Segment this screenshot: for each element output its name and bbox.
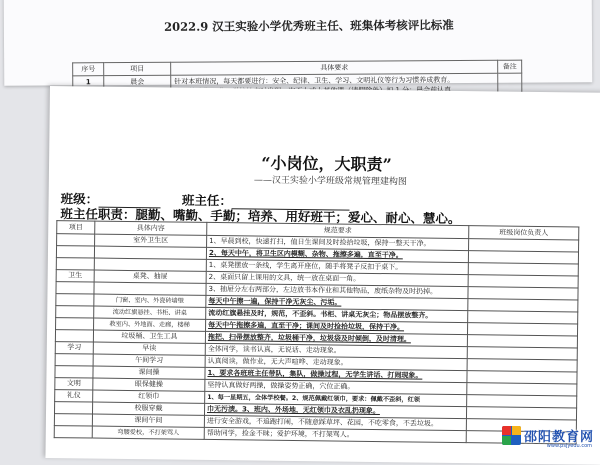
row-category [55, 354, 93, 366]
back-header-num: 序号 [73, 63, 104, 76]
row-content: 课间午间 [92, 414, 204, 427]
header-content: 具体内容 [95, 221, 207, 235]
row-content: 课间操 [93, 366, 205, 379]
row-category [56, 318, 94, 330]
row-content: 桌凳、抽屉 [94, 270, 206, 283]
row-requirement: 坚持认真做好两操，做操姿势正确，穴位正确。 [205, 379, 467, 394]
teacher-label: 班主任： [181, 192, 233, 209]
row-requirement: 2、桌面只留上课用的文具，统一放在桌面一角。 [206, 271, 468, 286]
row-category: 礼仪 [55, 390, 93, 402]
row-category: 文明 [55, 378, 93, 390]
row-content: 午间学习 [93, 354, 205, 367]
row-requirement: 每天中午拖擦多遍，直至干净；课间及时捡拾垃圾，保持干净。 [206, 319, 468, 334]
row-content: 室外卫生区 [95, 234, 207, 247]
header-requirement: 规范要求 [207, 222, 469, 238]
row-content: 垃圾桶、卫生工具 [93, 330, 205, 343]
header-category: 项目 [57, 221, 95, 234]
row-category [55, 330, 93, 342]
row-requirement: 拖把、扫帚摆放整齐，垃圾桶干净，垃圾袋及时倾倒，及时清理。 [205, 331, 467, 346]
front-sheet-title: “小岗位，大职责” [261, 153, 392, 175]
header-owner: 班级岗位负责人 [469, 226, 579, 240]
front-sheet [45, 86, 600, 465]
row-category [57, 234, 95, 246]
row-category [55, 366, 93, 378]
back-row-num: 1 [73, 76, 104, 109]
row-requirement: 流动红旗悬挂及时，规范，不歪斜。书柜、讲桌无灰尘；物品摆放整齐。 [206, 307, 468, 322]
row-category [54, 414, 92, 426]
duty-label: 班主任职责： [60, 206, 136, 223]
front-sheet-subtitle: ——汉王实验小学班级常规管理建构图 [253, 175, 407, 188]
row-requirement: 3、抽屉分左右两部分，左边放书本作业和其他物品，废纸杂物及时扔掉。 [206, 283, 468, 298]
row-content: 流动红旗悬挂、书柜、讲桌 [94, 306, 206, 319]
row-category [54, 426, 92, 438]
row-content: 校服穿戴 [92, 402, 204, 415]
site-logo-icon [502, 426, 521, 445]
class-label: 班级： [60, 191, 99, 207]
row-content: 门窗、室内、外瓷砖墙壁 [94, 294, 206, 307]
watermark-url: www.psjyedu.com [546, 443, 592, 449]
watermark-text: 邵阳教育网 [523, 429, 594, 445]
row-requirement: 认真阅读，做作业，无大声喧哗、走动现象。 [205, 355, 467, 370]
row-content: 红领巾 [93, 390, 205, 403]
row-category [56, 246, 94, 258]
row-requirement: 巾无污渍。3、班内、外场地，无红领巾及衣乱扔现象。 [204, 403, 466, 418]
row-requirement: 1、每一星期五，全体学校餐。2、规范佩戴红领巾，要求：佩戴不歪斜，红领 [205, 391, 467, 406]
row-content: 眼保健操 [93, 378, 205, 391]
back-header-note: 备注 [498, 60, 522, 73]
row-category [56, 294, 94, 306]
management-table [54, 220, 580, 444]
row-requirement: 每天中午擦一遍，保持干净无灰尘、污垢。 [206, 295, 468, 310]
duty-value: 腿勤、嘴勤、手勤；培养、用好班干；爱心、耐心、慧心。 [135, 207, 461, 227]
row-category: 学习 [55, 342, 93, 354]
back-sheet [4, 0, 593, 86]
row-requirement: 2、每天中午，将卫生区内模糊、杂物、拖擦多遍，直至干净。 [206, 247, 468, 262]
row-category [56, 258, 94, 270]
row-content: 弯腰爱校，不打架骂人 [92, 426, 204, 439]
row-category [54, 402, 92, 414]
row-requirement: 进行安全游戏，不追跑打闹，不随意踩草坪、花园，不吃零食，不丢垃圾。 [204, 415, 466, 430]
back-sheet-title: 2022.9 汉王实验小学优秀班主任、班集体考核评比标准 [164, 18, 454, 34]
back-row-item: 晨会 [104, 75, 171, 108]
row-category [56, 306, 94, 318]
row-content: 教室内、外地面、走廊，楼梯 [94, 318, 206, 331]
row-content: 早读 [93, 342, 205, 355]
row-category [56, 282, 94, 294]
back-row-req-line1: 针对本班情况，每天都要进行：安全、纪律、卫生、学习、文明礼仪等行为习惯养成教育。 [174, 76, 455, 86]
row-requirement: 全体同学，读书认真，无说话、走动现象。 [205, 343, 467, 358]
row-requirement: 1、早晨到校，快速打扫，值日生课间及时捡拾垃圾，保持一整天干净。 [207, 235, 469, 250]
back-header-req: 具体要求 [171, 60, 498, 75]
back-header-item: 项目 [104, 62, 171, 75]
row-requirement: 帮助同学，捡金不昧；爱护环境，不打架骂人。 [204, 427, 466, 442]
row-requirement: 1、桌凳摆放一条线，学生离开座位，随手将凳子反扣于桌下。 [206, 259, 468, 274]
row-requirement: 1、要求各班班主任带队，集队，做操过程，无学生讲话、打闹现象。 [205, 367, 467, 382]
row-category: 卫生 [56, 270, 94, 282]
